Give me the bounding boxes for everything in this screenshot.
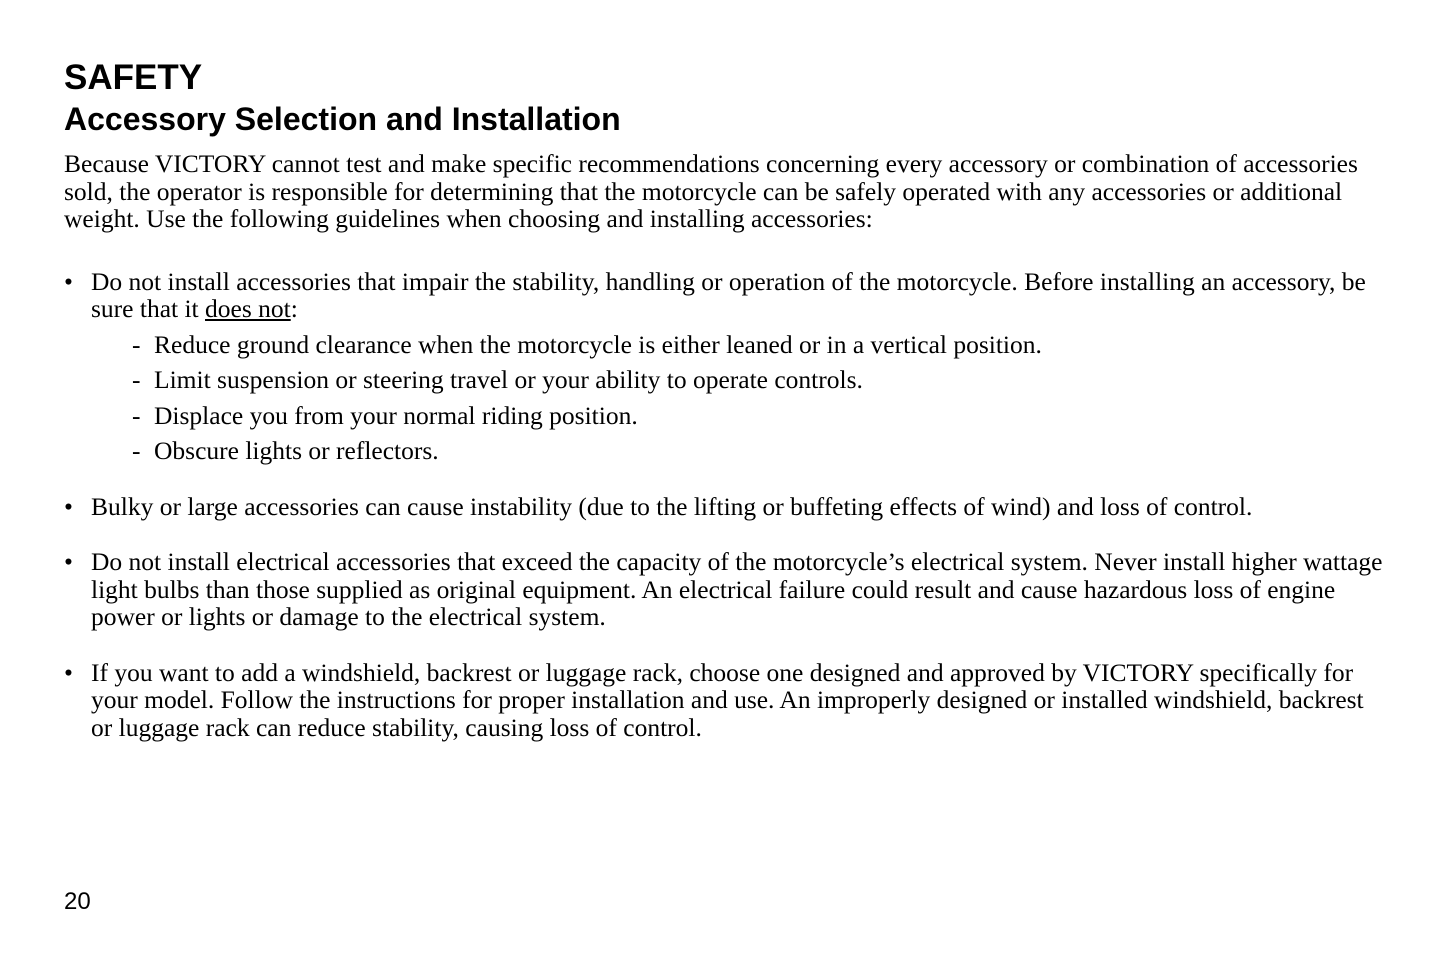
bullet-text-tail: : xyxy=(290,294,298,323)
sub-list-item xyxy=(91,366,1391,394)
intro-paragraph: Because VICTORY cannot test and make specific recommendations concerning every accessory or combination of accessories sold, the operator is responsible for determining that the motorcycle can be safely operated with any accessories or additional weight. Use the following guidelines when choosing and installing accessories: xyxy=(64,149,1358,233)
sub-list xyxy=(91,331,1391,465)
bullet-item xyxy=(64,493,1391,521)
sub-list-item xyxy=(91,331,1391,359)
bullet-text: Do not install electrical accessories that exceed the capacity of the motorcycle’s electrical system. Never install higher wattage light bulbs than those supplied as original equipment. An electrical failure could result and cause hazardous loss of engine power or lights or damage to the electrical system. xyxy=(91,547,1383,631)
emphasis-does-not: does not xyxy=(205,294,291,323)
bullet-item xyxy=(64,548,1391,631)
sub-list-text: Displace you from your normal riding position. xyxy=(154,400,638,430)
dash-symbol: - xyxy=(132,365,141,394)
bullet-symbol: • xyxy=(64,547,73,576)
dash-symbol: - xyxy=(132,329,141,359)
bullet-text: If you want to add a windshield, backrest or luggage rack, choose one designed and approved by VICTORY specifically for your model. Follow the instructions for proper installation and use. An improperly designed or installed windshield, backrest or luggage rack can reduce stability, causing loss of control. xyxy=(91,657,1364,742)
sub-list-text: Obscure lights or reflectors. xyxy=(154,436,439,465)
bullet-symbol: • xyxy=(64,491,73,521)
bullet-text: Bulky or large accessories can cause instability (due to the lifting or buffeting effects of wind) and loss of control. xyxy=(91,491,1253,521)
bullet-symbol: • xyxy=(64,266,73,296)
bullet-symbol: • xyxy=(64,657,73,687)
sub-list-item xyxy=(91,402,1391,430)
subsection-title: Accessory Selection and Installation xyxy=(64,101,621,137)
manual-page xyxy=(64,58,1394,741)
dash-symbol: - xyxy=(132,400,141,430)
bullet-item xyxy=(64,268,1391,465)
dash-symbol: - xyxy=(132,436,141,465)
section-title: SAFETY xyxy=(64,58,203,97)
sub-list-text: Limit suspension or steering travel or your ability to operate controls. xyxy=(154,365,863,394)
bullet-text xyxy=(91,268,1391,323)
page-number: 20 xyxy=(64,888,91,915)
sub-list-text: Reduce ground clearance when the motorcycle is either leaned or in a vertical position. xyxy=(154,329,1042,359)
bullet-text-lead: Do not install accessories that impair the stability, handling or operation of the motorcycle. Before installing an accessory, be sure that it xyxy=(91,266,1366,323)
bullet-item xyxy=(64,659,1391,742)
sub-list-item xyxy=(91,437,1391,465)
